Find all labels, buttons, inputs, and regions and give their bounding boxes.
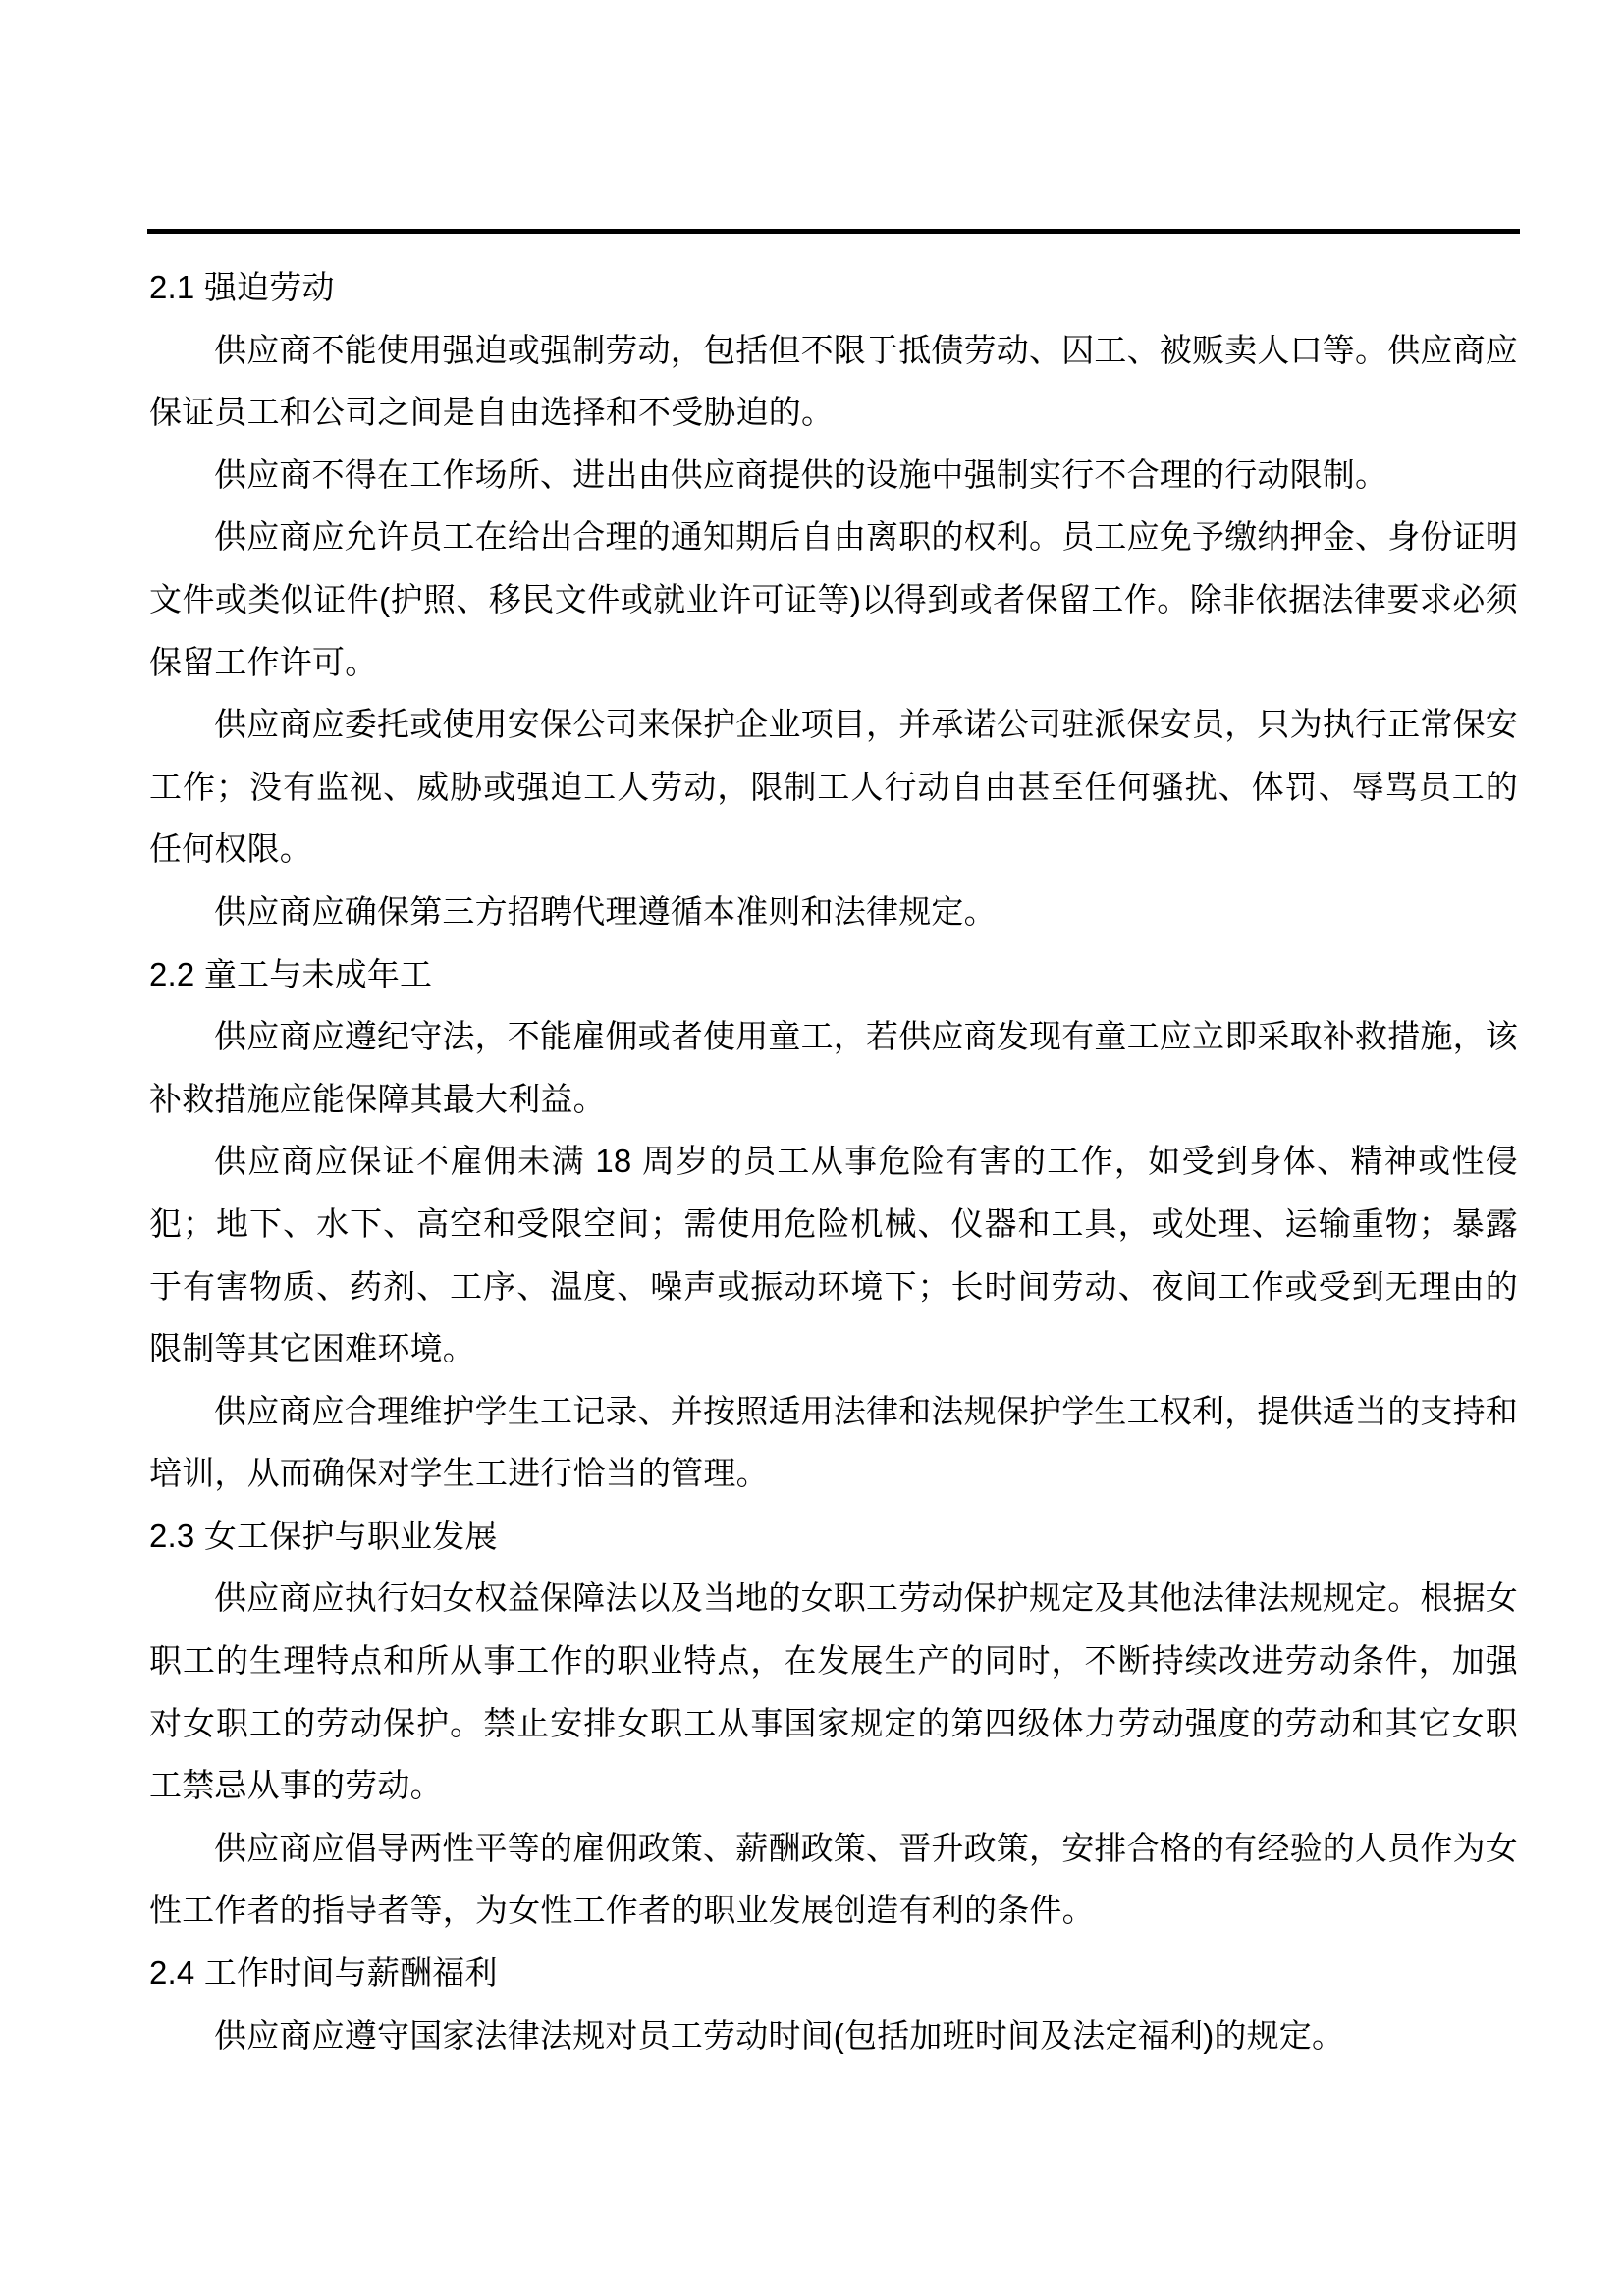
paragraph: 供应商应遵守国家法律法规对员工劳动时间(包括加班时间及法定福利)的规定。 xyxy=(214,2016,1345,2054)
header-divider xyxy=(147,229,1520,234)
paragraph: 供应商应遵纪守法，不能雇佣或者使用童工，若供应商发现有童工应立即采取补救措施，该补救措施应能保障其最大利益。 xyxy=(149,1018,1518,1117)
section-heading: 2.3 女工保护与职业发展 xyxy=(149,1517,498,1554)
paragraph: 供应商不能使用强迫或强制劳动，包括但不限于抵债劳动、囚工、被贩卖人口等。供应商应保证员工和公司之间是自由选择和不受胁迫的。 xyxy=(149,331,1518,431)
paragraph: 供应商应保证不雇佣未满 18 周岁的员工从事危险有害的工作，如受到身体、精神或性侵犯；地下、水下、高空和受限空间；需使用危险机械、仪器和工具，或处理、运输重物；暴露于有害物质、药剂、工序、温度、噪声或振动环境下；长时间劳动、夜间工作或受到无理由的限制等其它困难环境。 xyxy=(149,1143,1518,1367)
paragraph: 供应商应倡导两性平等的雇佣政策、薪酬政策、晋升政策，安排合格的有经验的人员作为女性工作者的指导者等，为女性工作者的职业发展创造有利的条件。 xyxy=(149,1829,1518,1929)
paragraph: 供应商应执行妇女权益保障法以及当地的女职工劳动保护规定及其他法律法规规定。根据女职工的生理特点和所从事工作的职业特点，在发展生产的同时，不断持续改进劳动条件，加强对女职工的劳动保护。禁止安排女职工从事国家规定的第四级体力劳动强度的劳动和其它女职工禁忌从事的劳动。 xyxy=(149,1579,1518,1804)
section-heading: 2.1 强迫劳动 xyxy=(149,269,335,305)
document-content xyxy=(149,256,1518,2066)
section-heading: 2.2 童工与未成年工 xyxy=(149,955,433,992)
paragraph: 供应商应允许员工在给出合理的通知期后自由离职的权利。员工应免予缴纳押金、身份证明文件或类似证件(护照、移民文件或就业许可证等)以得到或者保留工作。除非依据法律要求必须保留工作许可。 xyxy=(149,518,1518,680)
paragraph: 供应商应合理维护学生工记录、并按照适用法律和法规保护学生工权利，提供适当的支持和培训，从而确保对学生工进行恰当的管理。 xyxy=(149,1392,1518,1492)
paragraph: 供应商应确保第三方招聘代理遵循本准则和法律规定。 xyxy=(214,892,997,930)
paragraph: 供应商不得在工作场所、进出由供应商提供的设施中强制实行不合理的行动限制。 xyxy=(214,455,1388,493)
paragraph: 供应商应委托或使用安保公司来保护企业项目，并承诺公司驻派保安员，只为执行正常保安工作；没有监视、威胁或强迫工人劳动，限制工人行动自由甚至任何骚扰、体罚、辱骂员工的任何权限。 xyxy=(149,706,1518,868)
section-heading: 2.4 工作时间与薪酬福利 xyxy=(149,1954,498,1992)
